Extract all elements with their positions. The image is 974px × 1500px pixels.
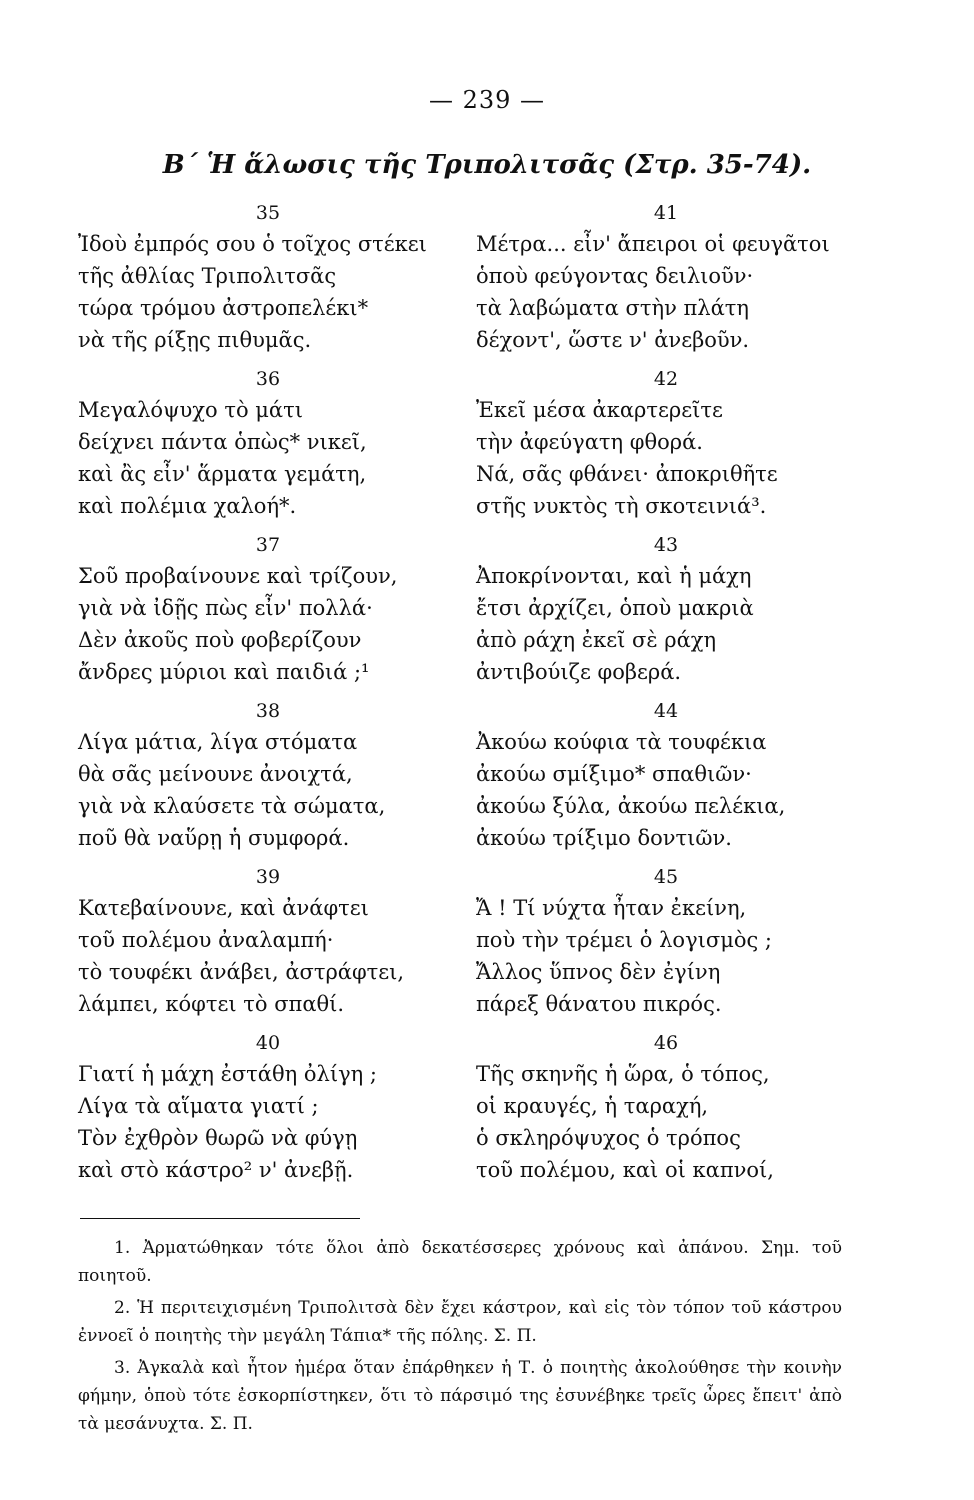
verse-line: στῆς νυκτὸς τὴ σκοτεινιά³. bbox=[476, 494, 767, 518]
verse-line: ποὺ τὴν τρέμει ὁ λογισμὸς ; bbox=[476, 928, 772, 952]
verse-line: Σοῦ προβαίνουνε καὶ τρίζουν, bbox=[78, 564, 398, 588]
verse-line: Ἀκούω κούφια τὰ τουφέκια bbox=[476, 730, 767, 754]
verse-line: ἀκούω τρίξιμο δοντιῶν. bbox=[476, 826, 732, 850]
stanza-number: 42 bbox=[653, 368, 679, 390]
verse-line: γιὰ νὰ κλαύσετε τὰ σώματα, bbox=[78, 794, 386, 818]
stanza-number: 41 bbox=[653, 202, 679, 224]
verse-line: τὰ λαβώματα στὴν πλάτη bbox=[476, 296, 749, 320]
stanza-number: 44 bbox=[653, 700, 679, 722]
stanza bbox=[78, 364, 458, 530]
stanza-number: 35 bbox=[255, 202, 281, 224]
stanza bbox=[476, 198, 856, 364]
verse-line: Ἄ ! Τί νύχτα ἦταν ἐκείνη, bbox=[476, 896, 747, 920]
verse-line: τὴν ἀφεύγατη φθορά. bbox=[476, 430, 703, 454]
right-column bbox=[476, 198, 856, 1194]
footnotes bbox=[78, 1234, 842, 1442]
verse-line: τὸ τουφέκι ἀνάβει, ἀστράφτει, bbox=[78, 960, 405, 984]
page-number: — 239 — bbox=[428, 86, 546, 114]
verse-line: καὶ ἂς εἶν' ἅρματα γεμάτη, bbox=[78, 462, 367, 486]
verse-line: Λίγα τὰ αἵματα γιατί ; bbox=[78, 1094, 319, 1118]
footnote: 1. Ἀρματώθηκαν τότε ὅλοι ἀπὸ δεκατέσσερες χρόνους καὶ ἀπάνου. Σημ. τοῦ ποιητοῦ. bbox=[78, 1238, 842, 1286]
stanza bbox=[476, 530, 856, 696]
section-title: Β΄ Ἡ ἅλωσις τῆς Τριπολιτσᾶς (Στρ. 35-74). bbox=[162, 150, 812, 180]
verse-line: ἔτσι ἀρχίζει, ὁποὺ μακριὰ bbox=[476, 596, 754, 620]
verse-line: Ἰδοὺ ἐμπρός σου ὁ τοῖχος στέκει bbox=[78, 232, 427, 256]
verse-line: ἀπὸ ράχη ἐκεῖ σὲ ράχη bbox=[476, 628, 717, 652]
verse-line: Νά, σᾶς φθάνει· ἀποκριθῆτε bbox=[476, 462, 778, 486]
verse-line: ἀκούω ξύλα, ἀκούω πελέκια, bbox=[476, 794, 786, 818]
verse-line: ὁποὺ φεύγοντας δειλιοῦν· bbox=[476, 264, 754, 288]
verse-line: λάμπει, κόφτει τὸ σπαθί. bbox=[78, 992, 345, 1016]
verse-line: Μέτρα... εἶν' ἄπειροι οἱ φευγᾶτοι bbox=[476, 232, 830, 256]
verse-line: θὰ σᾶς μείνουνε ἀνοιχτά, bbox=[78, 762, 353, 786]
stanza-number: 40 bbox=[255, 1032, 281, 1054]
verse-line: πάρεξ θάνατου πικρός. bbox=[476, 992, 722, 1016]
footnote: 3. Ἀγκαλὰ καὶ ἦτον ἡμέρα ὅταν ἐπάρθηκεν ἡ Τ. ὁ ποιητὴς ἀκολούθησε τὴν κοινὴν φήμην, ὁποὺ τότε ἐσκορπίστηκεν, ὅτι τὸ πάρσιμό της ἐσυνέβηκε τρεῖς ὧρες ἔπειτ' ἀπὸ τὰ μεσάνυχτα. Σ. Π. bbox=[78, 1358, 842, 1434]
verse-line: Λίγα μάτια, λίγα στόματα bbox=[78, 730, 358, 754]
verse-line: ὁ σκληρόψυχος ὁ τρόπος bbox=[476, 1126, 741, 1150]
stanza bbox=[78, 1028, 458, 1194]
verse-line: καὶ στὸ κάστρο² ν' ἀνεβῇ. bbox=[78, 1158, 354, 1182]
stanza-number: 39 bbox=[255, 866, 281, 888]
verse-line: καὶ πολέμια χαλοή*. bbox=[78, 494, 297, 518]
verse-line: τοῦ πολέμου ἀναλαμπή· bbox=[78, 928, 334, 952]
left-column bbox=[78, 198, 458, 1194]
stanza-number: 45 bbox=[653, 866, 679, 888]
stanza bbox=[476, 862, 856, 1028]
verse-line: νὰ τῆς ρίξῃς πιθυμᾶς. bbox=[78, 328, 312, 352]
verse-line: ἄνδρες μύριοι καὶ παιδιά ;¹ bbox=[78, 660, 370, 684]
stanza-number: 43 bbox=[653, 534, 679, 556]
stanza-number: 36 bbox=[255, 368, 281, 390]
verse-line: Ἄλλος ὕπνος δὲν ἐγίνη bbox=[476, 960, 721, 984]
stanza-number: 38 bbox=[255, 700, 281, 722]
stanza bbox=[476, 364, 856, 530]
verse-line: Ἀποκρίνονται, καὶ ἡ μάχη bbox=[476, 564, 752, 588]
verse-line: γιὰ νὰ ἰδῇς πὼς εἶν' πολλά· bbox=[78, 596, 373, 620]
verse-line: τῆς ἀθλίας Τριπολιτσᾶς bbox=[78, 264, 337, 288]
verse-line: Δὲν ἀκοῦς ποὺ φοβερίζουν bbox=[78, 628, 362, 652]
verse-line: δείχνει πάντα ὁπὼς* νικεῖ, bbox=[78, 430, 367, 454]
verse-line: ἀντιβούιζε φοβερά. bbox=[476, 660, 682, 684]
verse-line: ποῦ θὰ ναὕρῃ ἡ συμφορά. bbox=[78, 826, 350, 850]
verse-line: τοῦ πολέμου, καὶ οἱ καπνοί, bbox=[476, 1158, 774, 1182]
stanza bbox=[78, 862, 458, 1028]
verse-line: Μεγαλόψυχο τὸ μάτι bbox=[78, 398, 303, 422]
verse-line: Ἐκεῖ μέσα ἀκαρτερεῖτε bbox=[476, 398, 723, 422]
stanza bbox=[78, 530, 458, 696]
footnote-divider bbox=[80, 1218, 360, 1219]
verse-line: τώρα τρόμου ἀστροπελέκι* bbox=[78, 296, 369, 320]
verse-line: Κατεβαίνουνε, καὶ ἀνάφτει bbox=[78, 896, 369, 920]
stanza bbox=[476, 1028, 856, 1194]
stanza bbox=[78, 198, 458, 364]
verse-line: Τῆς σκηνῆς ἡ ὥρα, ὁ τόπος, bbox=[476, 1062, 770, 1086]
verse-line: οἱ κραυγές, ἡ ταραχή, bbox=[476, 1094, 709, 1118]
verse-line: Γιατί ἡ μάχη ἐστάθη ὀλίγη ; bbox=[78, 1062, 377, 1086]
stanza-number: 46 bbox=[653, 1032, 679, 1054]
footnote: 2. Ἡ περιτειχισμένη Τριπολιτσὰ δὲν ἔχει κάστρον, καὶ εἰς τὸν τόπον τοῦ κάστρου ἐννοεῖ ὁ ποιητὴς τὴν μεγάλη Τάπια* τῆς πόλης. Σ. Π. bbox=[78, 1298, 842, 1346]
stanza bbox=[476, 696, 856, 862]
stanza-number: 37 bbox=[255, 534, 281, 556]
verse-line: δέχοντ', ὥστε ν' ἀνεβοῦν. bbox=[476, 328, 750, 352]
stanza bbox=[78, 696, 458, 862]
verse-line: ἀκούω σμίξιμο* σπαθιῶν· bbox=[476, 762, 752, 786]
verse-line: Τὸν ἐχθρὸν θωρῶ νὰ φύγῃ bbox=[78, 1126, 358, 1150]
